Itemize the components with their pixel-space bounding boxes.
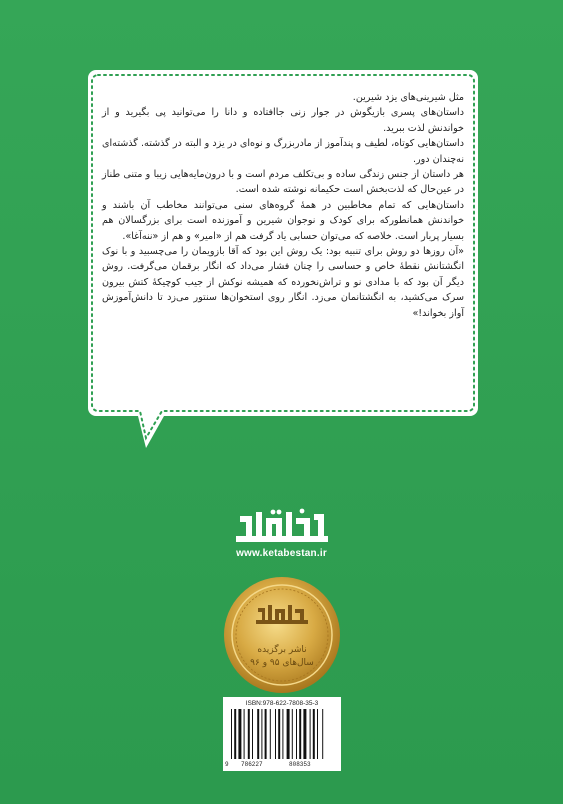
barcode-bar: [310, 709, 311, 759]
barcode-bar: [244, 709, 245, 759]
barcode-bar: [265, 709, 267, 759]
isbn-label: ISBN:978-622-7808-35-3: [245, 700, 319, 707]
barcode-bar: [303, 709, 306, 759]
barcode-bar: [299, 709, 301, 759]
barcode-bar: [257, 709, 259, 759]
blurb-paragraph: «آن روزها دو روش برای تنبیه بود: یک روش این بود که آقا بازویمان را می‌چسبید و با نوک انگشتانش نقطهٔ خاص و حساسی را چنان فشار می‌داد که انگار برقمان می‌گرفت. روش دیگر آن بود که با مدادی نو و تراش‌نخورده که همیشه نوکش از جیب کوچیکهٔ کتش بیرون سرک می‌کشید، به انگشتانمان می‌زد. انگار روی استخوان‌ها سنتور می‌زد تا دانش‌آموزش آواز بخواند!»: [102, 246, 464, 319]
barcode-bar: [296, 709, 297, 759]
award-seal-icon: [221, 574, 343, 696]
barcode-bar: [317, 709, 318, 759]
barcode-bar: [287, 709, 290, 759]
barcode-bar: [322, 709, 323, 759]
barcode-bars: [231, 709, 333, 759]
barcode-bar: [238, 709, 241, 759]
barcode-bar: [248, 709, 250, 759]
blurb-paragraph: داستان‌هایی کوتاه، لطیف و پندآموز از مادربزرگ و نوه‌ای در یزد و البته در گذشته. گذشته‌ای نه‌چندان دور.: [102, 138, 464, 165]
barcode-bar: [278, 709, 280, 759]
ketabestan-logo-icon: [232, 506, 332, 546]
blurb-panel: [88, 70, 478, 448]
barcode: [223, 697, 341, 771]
barcode-bar: [261, 709, 262, 759]
publisher-website: www.ketabestan.ir: [236, 548, 327, 559]
blurb-paragraph: داستان‌های پسری بازیگوش در جوار زنی جاافتاده و دانا را می‌توانید پی بگیرید و از خواندنش لذت ببرید.: [102, 107, 464, 134]
barcode-bar: [275, 709, 276, 759]
seal-caption-title: ناشر برگزیده: [257, 645, 307, 655]
blurb-paragraph: مثل شیرینی‌های یزد شیرین.: [352, 92, 464, 103]
barcode-digit-prefix: 9: [225, 761, 229, 768]
barcode-digit-group-right: 808353: [289, 761, 311, 768]
barcode-bar: [231, 709, 232, 759]
barcode-digit-group-left: 786227: [241, 761, 263, 768]
blurb-paragraph: هر داستان از جنس زندگی ساده و بی‌تکلف مردم است و با درون‌مایه‌هایی زیبا و متنی طناز در عین‌حال که لذت‌بخش است حکیمانه نوشته شده است.: [102, 169, 464, 196]
blurb-paragraph: داستان‌هایی که تمام مخاطبین در همهٔ گروه‌های سنی می‌توانند مخاطب آن باشند و خواندنش همانطورکه برای کودک و نوجوان شیرین و آموزنده است برای بزرگسالان هم بسیار پربار است. خلاصه که می‌توان حسابی یاد گرفت هم از «امیر» و هم از «ننه‌آغا».: [102, 199, 464, 242]
barcode-bar: [270, 709, 271, 759]
blurb-text: [102, 90, 464, 321]
barcode-bar: [292, 709, 293, 759]
barcode-bar: [282, 709, 283, 759]
barcode-bar: [313, 709, 315, 759]
barcode-bar: [234, 709, 236, 759]
seal-caption-years: سال‌های ۹۵ و ۹۶: [250, 658, 314, 668]
barcode-bar: [252, 709, 253, 759]
